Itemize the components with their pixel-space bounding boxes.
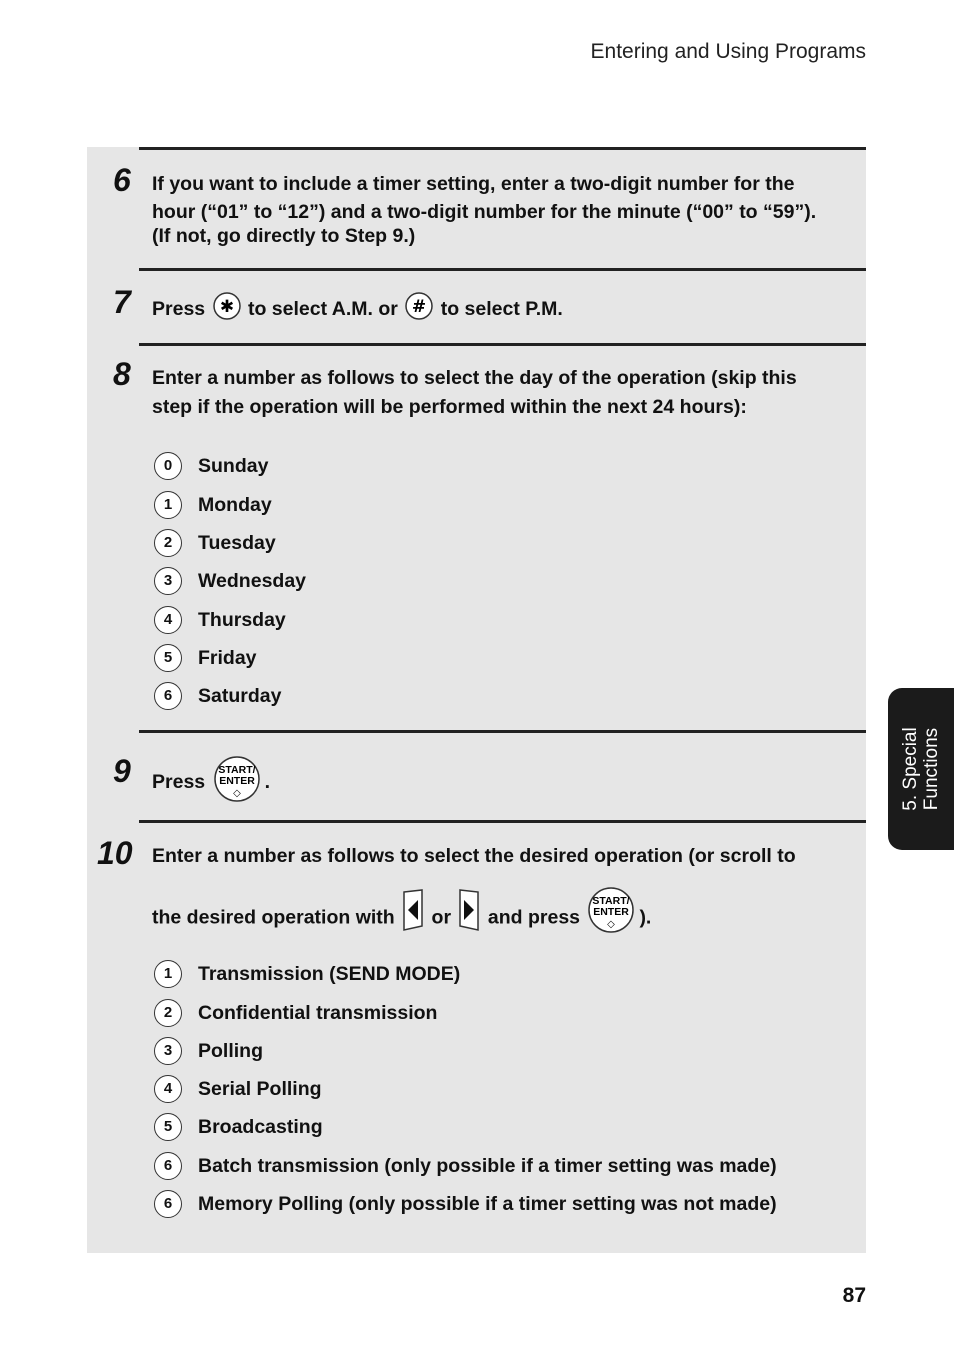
step-6 (113, 147, 866, 270)
step-text: Press ✱ to select A.M. or # to select P.M. (152, 291, 563, 329)
number-key-icon: 0 (154, 452, 182, 480)
svg-text:◇: ◇ (607, 919, 616, 930)
number-key-icon: 5 (154, 644, 182, 672)
number-key-icon: 4 (154, 606, 182, 634)
svg-text:◇: ◇ (232, 788, 241, 799)
left-arrow-key-icon (400, 888, 426, 949)
number-key-icon: 3 (154, 567, 182, 595)
section-side-tab: 5. Special Functions (888, 688, 954, 850)
svg-text:START/: START/ (217, 764, 256, 776)
step-number: 8 (113, 356, 131, 392)
svg-text:START/: START/ (592, 895, 631, 907)
number-key-icon: 6 (154, 1152, 182, 1180)
number-key-icon: 3 (154, 1037, 182, 1065)
number-key-icon: 6 (154, 682, 182, 710)
number-key-icon: 2 (154, 529, 182, 557)
step-number: 7 (113, 284, 131, 320)
number-key-icon: 1 (154, 960, 182, 988)
step-10: 10 Enter a number as follows to select the desired operation (or scroll to the desired operation with or and press START/ ENTER ◇ ). 1 Transmission (SEND MODE) 2 Confidential transmission 3 Polling 4 Serial Polling 5 Broadcasting 6 Batch transmission (only possible if a timer setting was made) 6 Memory Polling (only possible if a timer setting was not made) (139, 820, 866, 1253)
number-key-icon: 5 (154, 1113, 182, 1141)
instruction-panel (87, 147, 866, 1253)
number-key-icon: 6 (154, 1190, 182, 1218)
step-text: Press START/ ENTER ◇ . (152, 755, 270, 811)
step-text: Enter a number as follows to select the desired operation (or scroll to the desired operation with or and press START/ ENTER ◇ ). (152, 842, 796, 932)
star-key-icon (211, 291, 243, 329)
step-7 (113, 268, 866, 345)
step-number: 10 (97, 835, 133, 871)
svg-text:ENTER: ENTER (593, 906, 630, 918)
page-number: 87 (842, 1284, 866, 1307)
svg-text:ENTER: ENTER (218, 775, 255, 787)
svg-text:#: # (412, 297, 427, 317)
hash-key-icon (403, 291, 435, 329)
number-key-icon: 2 (154, 999, 182, 1027)
step-8: 8 Enter a number as follows to select the day of the operation (skip this step if the operation will be performed within the next 24 hours): 0 Sunday 1 Monday 2 Tuesday 3 Wednesday 4 Thursday 5 Friday 6 Saturday (139, 343, 866, 732)
svg-text:✱: ✱ (219, 297, 234, 317)
step-number: 6 (113, 162, 131, 198)
running-head: Entering and Using Programs (590, 40, 866, 63)
number-key-icon: 1 (154, 491, 182, 519)
start-enter-key-icon (585, 886, 639, 951)
step-9 (113, 730, 866, 822)
number-key-icon: 4 (154, 1075, 182, 1103)
step-text: If you want to include a timer setting, enter a two-digit number for the hour (“01” to “12”) and a two-digit number for the minute (“00” to “59”). (If not, go directly to Step 9.) (152, 173, 817, 247)
step-text: Enter a number as follows to select the day of the operation (skip this step if the operation will be performed within the next 24 hours): (152, 367, 797, 418)
start-enter-key-icon (211, 755, 265, 811)
step-number: 9 (113, 753, 131, 789)
right-arrow-key-icon (456, 888, 482, 949)
